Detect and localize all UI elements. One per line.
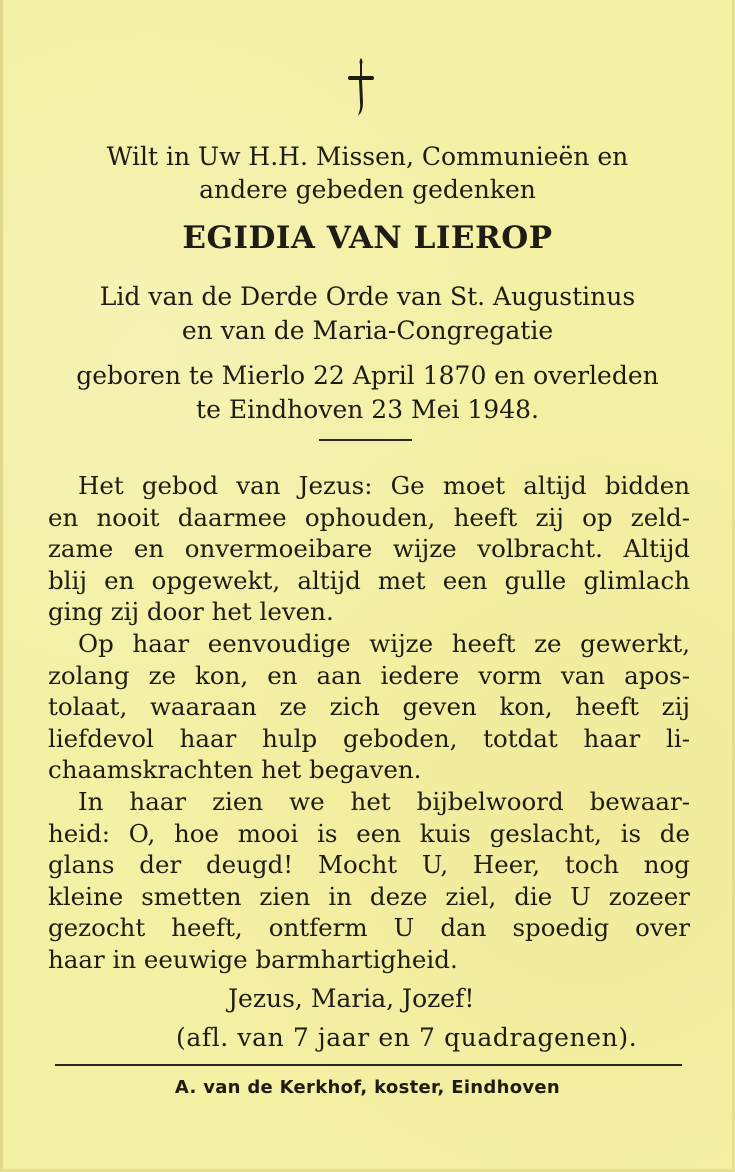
bottom-divider — [55, 1064, 682, 1066]
paragraph-3-line: heid: O, hoe mooi is een kuis geslacht, is de — [48, 818, 690, 848]
paragraph-2-line: tolaat, waaraan ze zich geven kon, heeft zij — [48, 692, 690, 721]
paragraph-1 — [48, 470, 690, 628]
prayer-line: Jezus, Maria, Jozef! — [228, 984, 475, 1013]
paragraph-2-line: Op haar eenvoudige wijze heeft ze gewerkt, — [78, 629, 690, 658]
paragraph-3-line: kleine smetten zien in deze ziel, die U zozeer — [48, 881, 690, 911]
paragraph-2-line: zolang ze kon, en aan iedere vorm van apos- — [48, 660, 690, 690]
intro-text — [0, 140, 735, 206]
paragraph-3-line: gezocht heeft, ontferm U dan spoedig over — [48, 913, 690, 942]
paragraph-3-line: In haar zien we het bijbelwoord bewaar- — [78, 787, 690, 816]
indulgence-note: (afl. van 7 jaar en 7 quadragenen). — [176, 1023, 638, 1052]
membership-text — [0, 280, 735, 348]
paragraph-1-line: zame en onvermoeibare wijze volbracht. Altijd — [48, 534, 690, 563]
paragraph-3 — [48, 786, 690, 975]
deceased-name: EGIDIA VAN LIEROP — [182, 220, 553, 256]
paragraph-2 — [48, 628, 690, 786]
paragraph-3-line: haar in eeuwige barmhartigheid. — [48, 944, 458, 974]
paragraph-2-line: liefdevol haar hulp geboden, totdat haar li- — [48, 723, 690, 753]
paragraph-2-line: chaamskrachten het begaven. — [48, 755, 422, 784]
short-divider — [319, 439, 412, 441]
paragraph-1-line: blij en opgewekt, altijd met een gulle glimlach — [48, 565, 690, 595]
membership-line-2: en van de Maria-Congregatie — [181, 316, 554, 345]
membership-line-1: Lid van de Derde Orde van St. Augustinus — [99, 282, 636, 311]
paragraph-1-line: ging zij door het leven. — [48, 597, 334, 626]
paragraph-1-line: Het gebod van Jezus: Ge moet altijd bidden — [78, 471, 690, 500]
cross-icon — [346, 58, 376, 118]
paragraph-3-line: glans der deugd! Mocht U, Heer, toch nog — [48, 850, 690, 879]
dates-line-2: te Eindhoven 23 Mei 1948. — [196, 395, 539, 424]
dates-line-1: geboren te Mierlo 22 April 1870 en overleden — [76, 361, 659, 390]
printer-credit: A. van de Kerkhof, koster, Eindhoven — [174, 1077, 561, 1098]
birth-death-dates — [0, 359, 735, 427]
intro-line-2: andere gebeden gedenken — [199, 175, 536, 204]
paragraph-1-line: en nooit daarmee ophouden, heeft zij op zeld- — [48, 502, 690, 532]
intro-line-1: Wilt in Uw H.H. Missen, Communieën en — [106, 142, 629, 171]
